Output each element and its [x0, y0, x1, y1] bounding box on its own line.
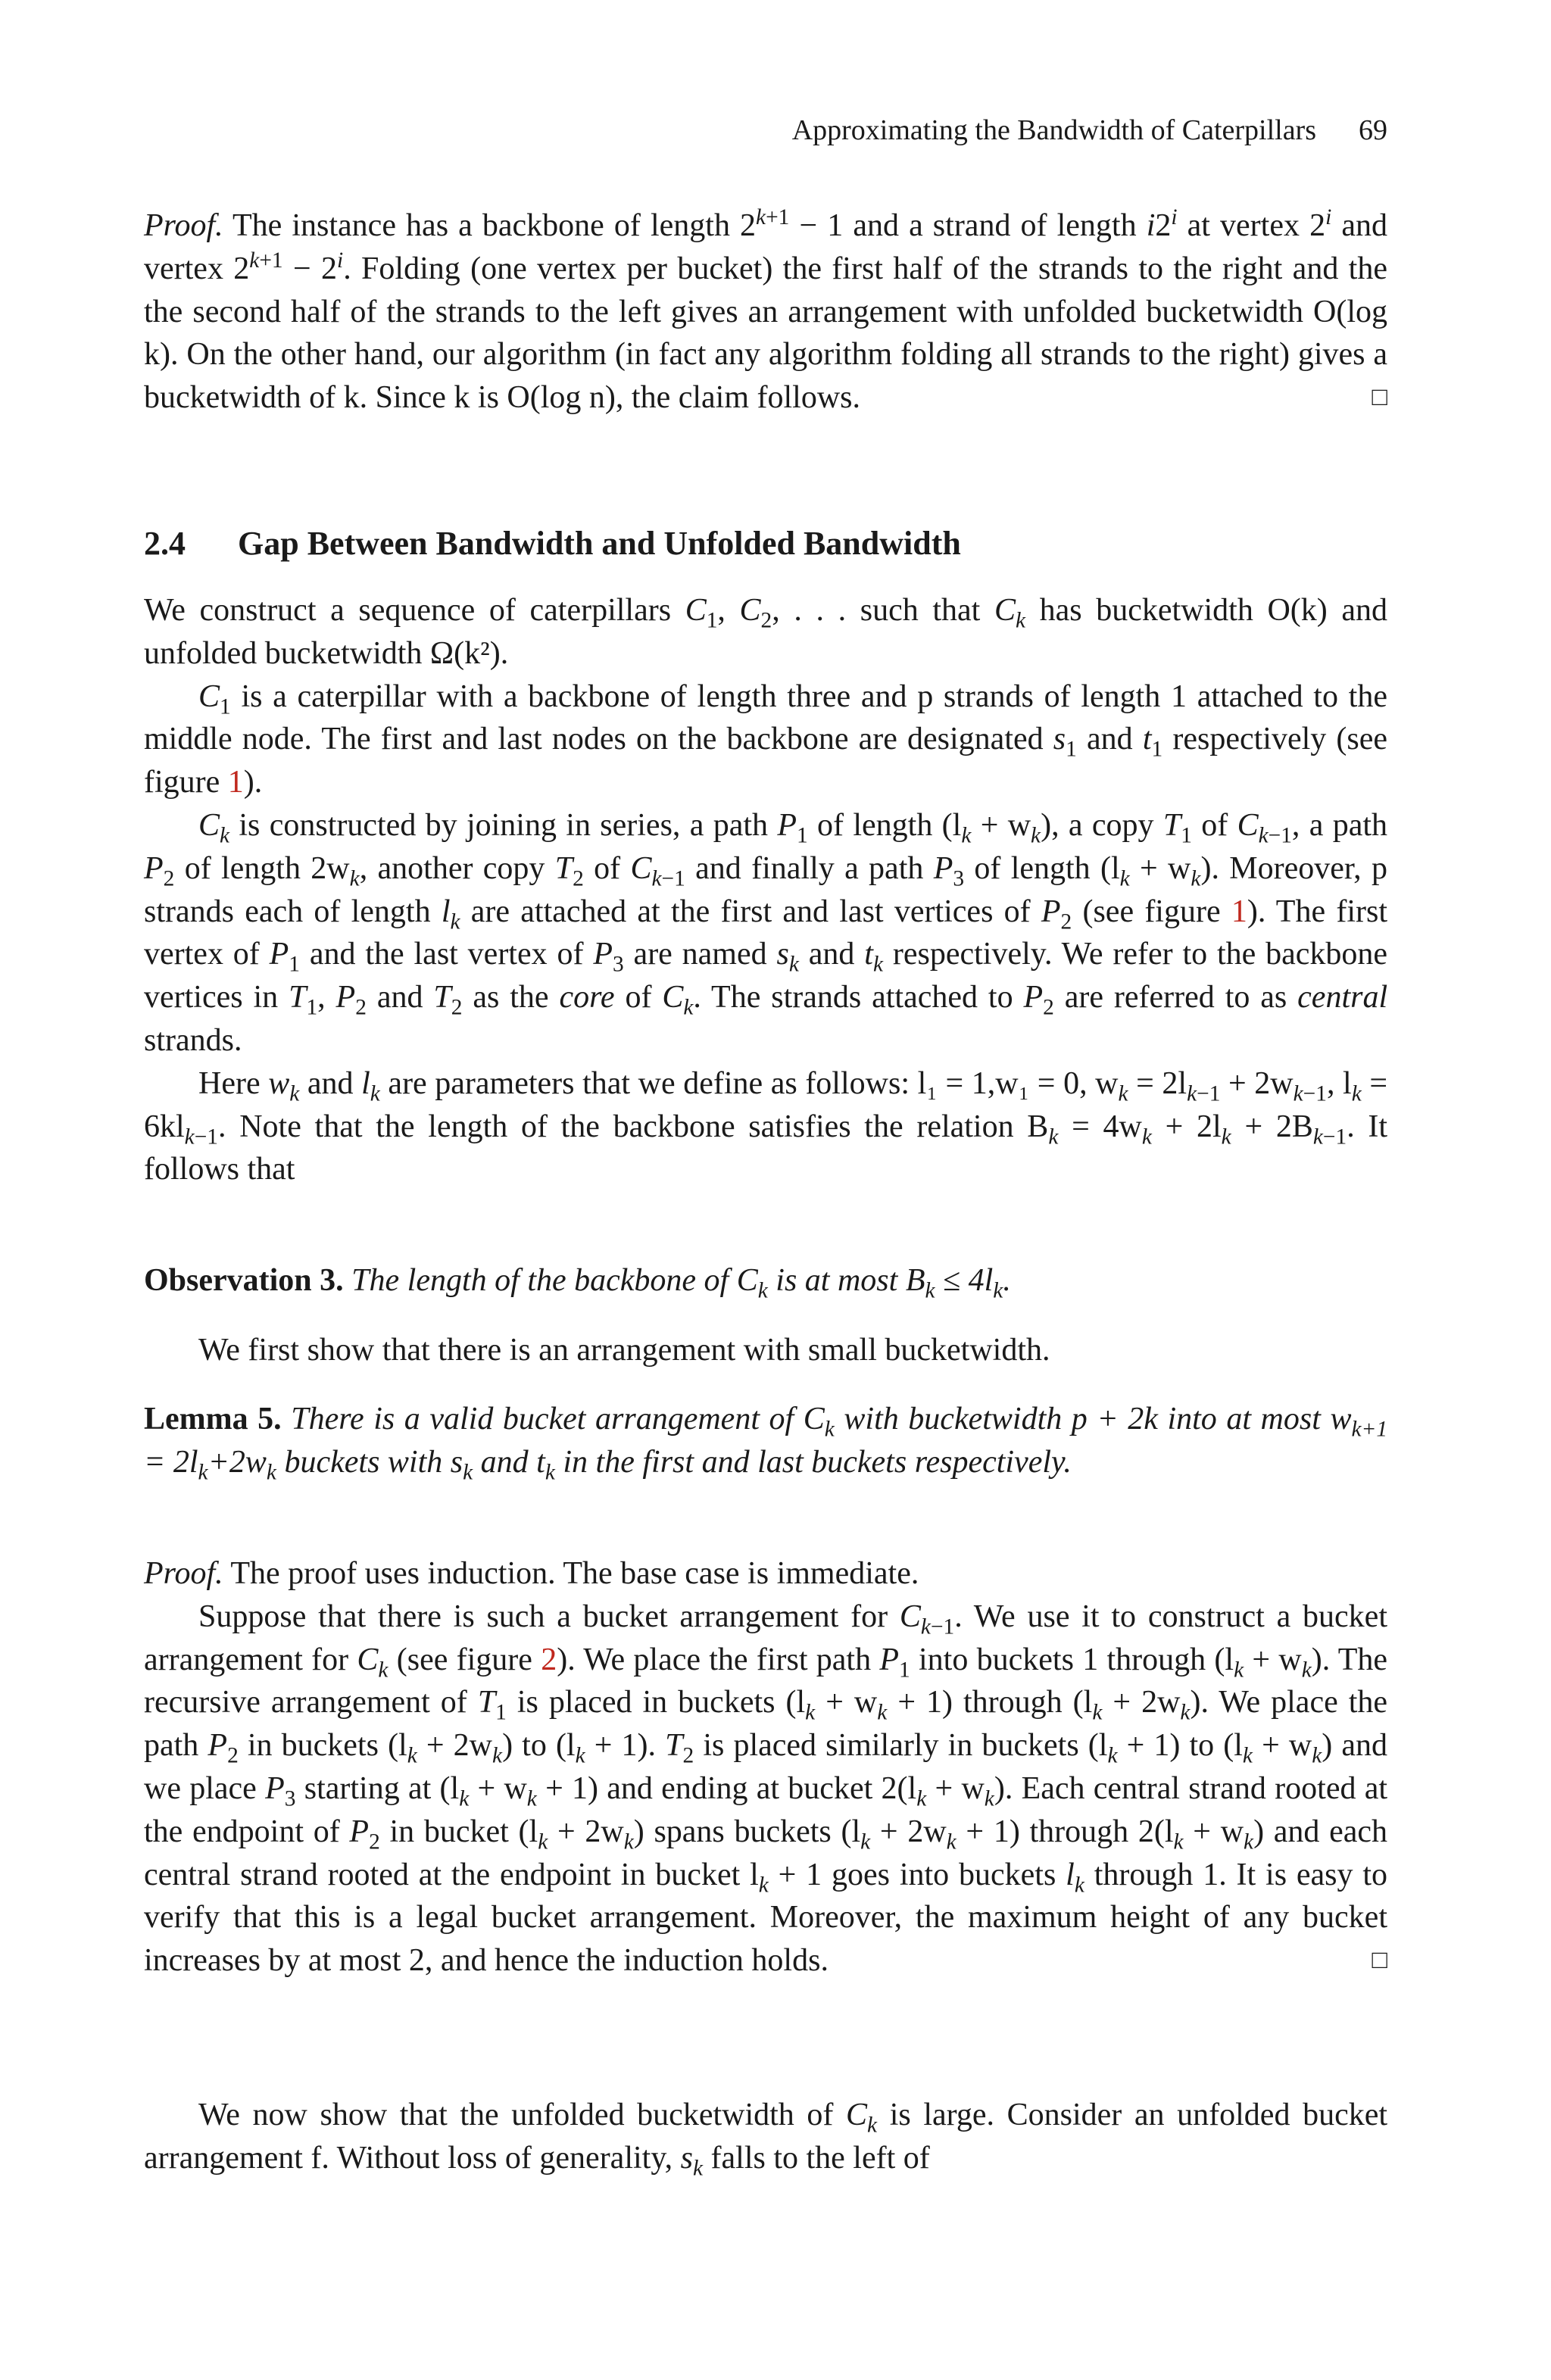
proof-label-2: Proof. — [144, 1556, 223, 1591]
proof-paragraph-1: Proof. The instance has a backbone of length $2^{k+1} - 1$ and a strand of length i2$^i$ at vertex 2$^i$ and vertex $2^{k+1} - 2^i$. Folding (one vertex per bucket) the first half of the strands to the right and the the second half of the strands to the left gives an arrangement with unfolded bucketwidth O(log k). On the other hand, our algorithm (in fact any algorithm folding all strands to the right) gives a bucketwidth of k. Since k is O(log n), the claim follows. □ — [144, 204, 1387, 420]
lemma-title: Lemma 5. — [144, 1402, 282, 1436]
qed-symbol-2: □ — [1372, 1946, 1387, 1975]
paragraph-4: Here $w_k$ and $l_k$ are parameters that we define as follows: l₁ = 1,w₁ = 0, $w_k = 2l_{k-1} + 2w_{k-1}$, $l_k = 6kl_{k-1}$. Note that the length of the backbone satisfies the relation $B_k = 4w_k + 2l_k + 2B_{k-1}$. It follows that — [144, 1065, 1388, 1187]
paragraph-1: We construct a sequence of caterpillars $C_1$, $C_2$, . . . such that $C_k$ has bucketwidth O(k) and unfolded bucketwidth Ω(k²). — [144, 593, 1388, 671]
paragraph-5: We first show that there is an arrangement with small bucketwidth. — [198, 1333, 1050, 1368]
paragraph-7: We now show that the unfolded bucketwidth of $C_k$ is large. Consider an unfolded bucket arrangement f. Without loss of generality, $s_k$ falls to the left of — [144, 2098, 1388, 2181]
observation-3: Observation 3. The length of the backbone of $C_k$ is at most $B_k \le 4l_k$. — [144, 1263, 1011, 1303]
proof-label: Proof. — [144, 208, 223, 243]
section-title: Gap Between Bandwidth and Unfolded Bandwidth — [238, 525, 961, 562]
qed-symbol: □ — [1372, 383, 1387, 412]
paragraph-3: $C_k$ is constructed by joining in series, a path $P_1$ of length $(l_k + w_k)$, a copy $T_1$ of $C_{k-1}$, a path $P_2$ of length $2w_k$, another copy $T_2$ of $C_{k-1}$ and finally a path $P_3$ of length $(l_k + w_k)$. Moreover, p strands each of length $l_k$ are attached at the first and last vertices of $P_2$ (see figure 1). The first vertex of $P_1$ and the last vertex of $P_3$ are named $s_k$ and $t_k$ respectively. We refer to the backbone vertices in $T_1$, $P_2$ and $T_2$ as the core of $C_k$. The strands attached to $P_2$ are referred to as central strands. — [144, 807, 1388, 1058]
page-number: 69 — [1359, 114, 1387, 146]
section-body — [144, 589, 1387, 1191]
section-number: 2.4 — [144, 525, 186, 562]
section-heading — [144, 522, 1387, 565]
proof-lemma-5: Proof. The proof uses induction. The base case is immediate. Suppose that there is such a bucket arrangement for $C_{k-1}$. We use it to construct a bucket arrangement for $C_k$ (see figure 2). We place the first path $P_1$ into buckets 1 through $(l_k + w_k)$. The recursive arrangement of $T_1$ is placed in buckets $(l_k + w_k + 1)$ through $(l_k + 2w_k)$. We place the path $P_2$ in buckets $(l_k + 2w_k)$ to $(l_k + 1)$. $T_2$ is placed similarly in buckets $(l_k + 1)$ to $(l_k + w_k)$ and we place $P_3$ starting at $(l_k + w_k + 1)$ and ending at bucket $2(l_k + w_k)$. Each central strand rooted at the endpoint of $P_2$ in bucket $(l_k + 2w_k)$ spans buckets $(l_k + 2w_k + 1)$ through $2(l_k + w_k)$ and each central strand rooted at the endpoint in bucket $l_k + 1$ goes into buckets $l_k$ through 1. It is easy to verify that this is a legal bucket arrangement. Moreover, the maximum height of any bucket increases by at most 2, and hence the induction holds. □ — [144, 1552, 1387, 1982]
figure-ref-1[interactable]: 1 — [227, 765, 244, 800]
lemma-5: Lemma 5. There is a valid bucket arrangement of $C_k$ with bucketwidth p + 2k into at most $w_{k+1} = 2l_k+2w_k$ buckets with $s_k$ and $t_k$ in the first and last buckets respectively. — [144, 1402, 1388, 1485]
figure-ref-2[interactable]: 2 — [541, 1642, 557, 1677]
paragraph-6: Suppose that there is such a bucket arrangement for $C_{k-1}$. We use it to construct a bucket arrangement for $C_k$ (see figure 2). We place the first path $P_1$ into buckets 1 through $(l_k + w_k)$. The recursive arrangement of $T_1$ is placed in buckets $(l_k + w_k + 1)$ through $(l_k + 2w_k)$. We place the path $P_2$ in buckets $(l_k + 2w_k)$ to $(l_k + 1)$. $T_2$ is placed similarly in buckets $(l_k + 1)$ to $(l_k + w_k)$ and we place $P_3$ starting at $(l_k + w_k + 1)$ and ending at bucket $2(l_k + w_k)$. Each central strand rooted at the endpoint of $P_2$ in bucket $(l_k + 2w_k)$ spans buckets $(l_k + 2w_k + 1)$ through $2(l_k + w_k)$ and each central strand rooted at the endpoint in bucket $l_k + 1$ goes into buckets $l_k$ through 1. It is easy to verify that this is a legal bucket arrangement. Moreover, the maximum height of any bucket increases by at most 2, and hence the induction holds. □ — [144, 1596, 1387, 1982]
observation-title: Observation 3. — [144, 1263, 344, 1298]
running-title: Approximating the Bandwidth of Caterpillars — [791, 114, 1316, 146]
paragraph-2: $C_1$ is a caterpillar with a backbone of length three and p strands of length 1 attached to the middle node. The first and last nodes on the backbone are designated $s_1$ and $t_1$ respectively (see figure 1). — [144, 678, 1388, 800]
figure-ref-1b[interactable]: 1 — [1231, 894, 1247, 929]
running-head — [144, 112, 1387, 148]
